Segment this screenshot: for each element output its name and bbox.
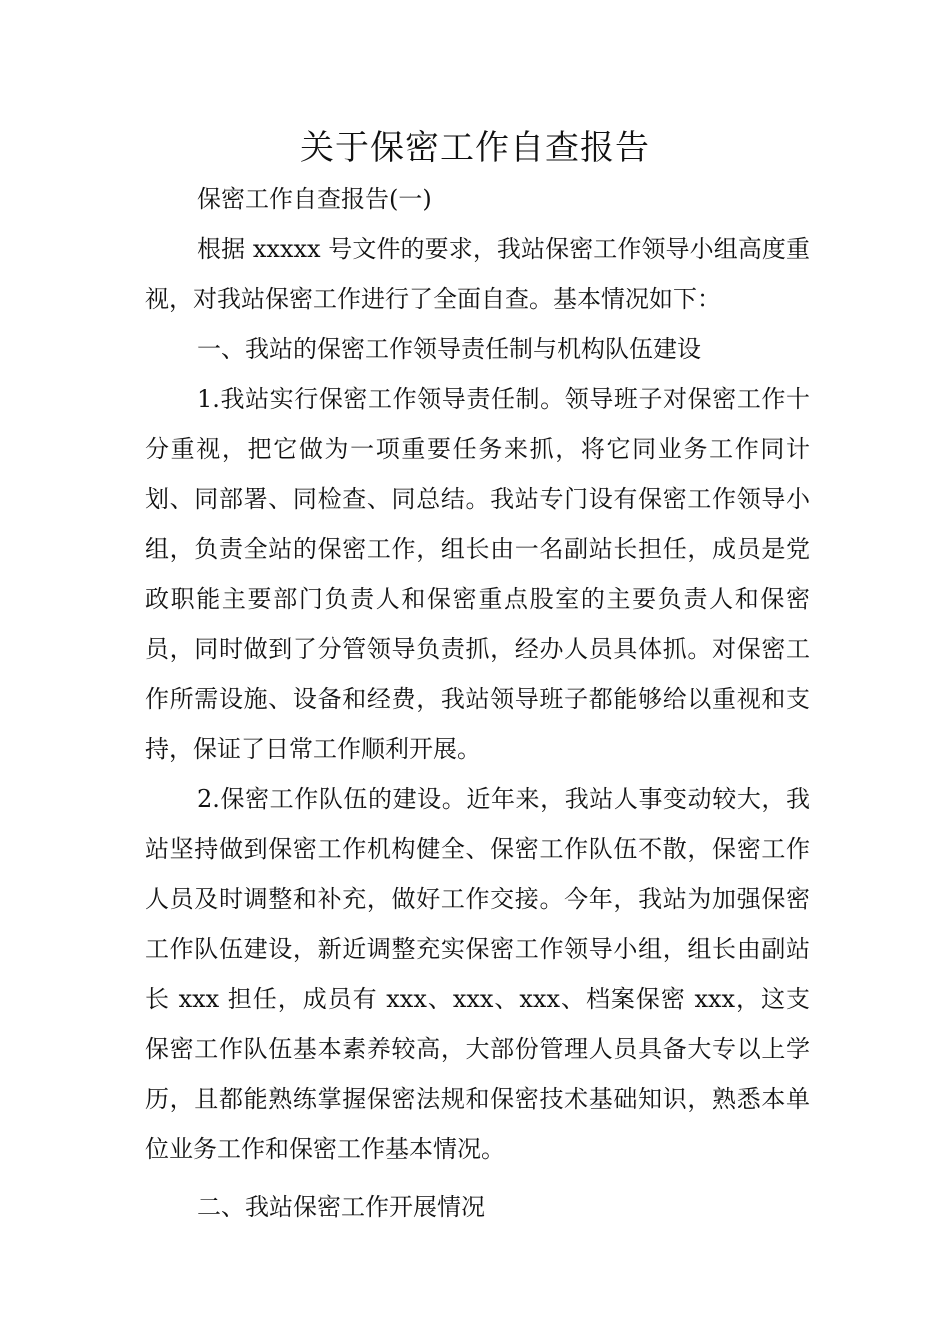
document-title: 关于保密工作自查报告 xyxy=(300,128,650,168)
intro-paragraph: 根据 xxxxx 号文件的要求，我站保密工作领导小组高度重视，对我站保密工作进行了全面自查。基本情况如下： xyxy=(145,235,810,313)
paragraph-team-building: 2.保密工作队伍的建设。近年来，我站人事变动较大，我站坚持做到保密工作机构健全、保密工作队伍不散，保密工作人员及时调整和补充，做好工作交接。今年，我站为加强保密工作队伍建设，新近调整充实保密工作领导小组，组长由副站长 xxx 担任，成员有 xxx、xxx、xxx、档案保密 xxx，这支保密工作队伍基本素养较高，大部份管理人员具备大专以上学历，且都能熟练掌握保密法规和保密技术基础知识，熟悉本单位业务工作和保密工作基本情况。 xyxy=(145,785,810,1163)
paragraph-responsibility: 1.我站实行保密工作领导责任制。领导班子对保密工作十分重视，把它做为一项重要任务来抓，将它同业务工作同计划、同部署、同检查、同总结。我站专门设有保密工作领导小组，负责全站的保密工作，组长由一名副站长担任，成员是党政职能主要部门负责人和保密重点股室的主要负责人和保密员，同时做到了分管领导负责抓，经办人员具体抓。对保密工作所需设施、设备和经费，我站领导班子都能够给以重视和支持，保证了日常工作顺利开展。 xyxy=(145,385,810,763)
document-body xyxy=(145,174,810,1232)
document-subtitle: 保密工作自查报告(一) xyxy=(197,185,432,213)
section-heading-1: 一、我站的保密工作领导责任制与机构队伍建设 xyxy=(197,335,701,363)
section-heading-2: 二、我站保密工作开展情况 xyxy=(197,1193,485,1221)
